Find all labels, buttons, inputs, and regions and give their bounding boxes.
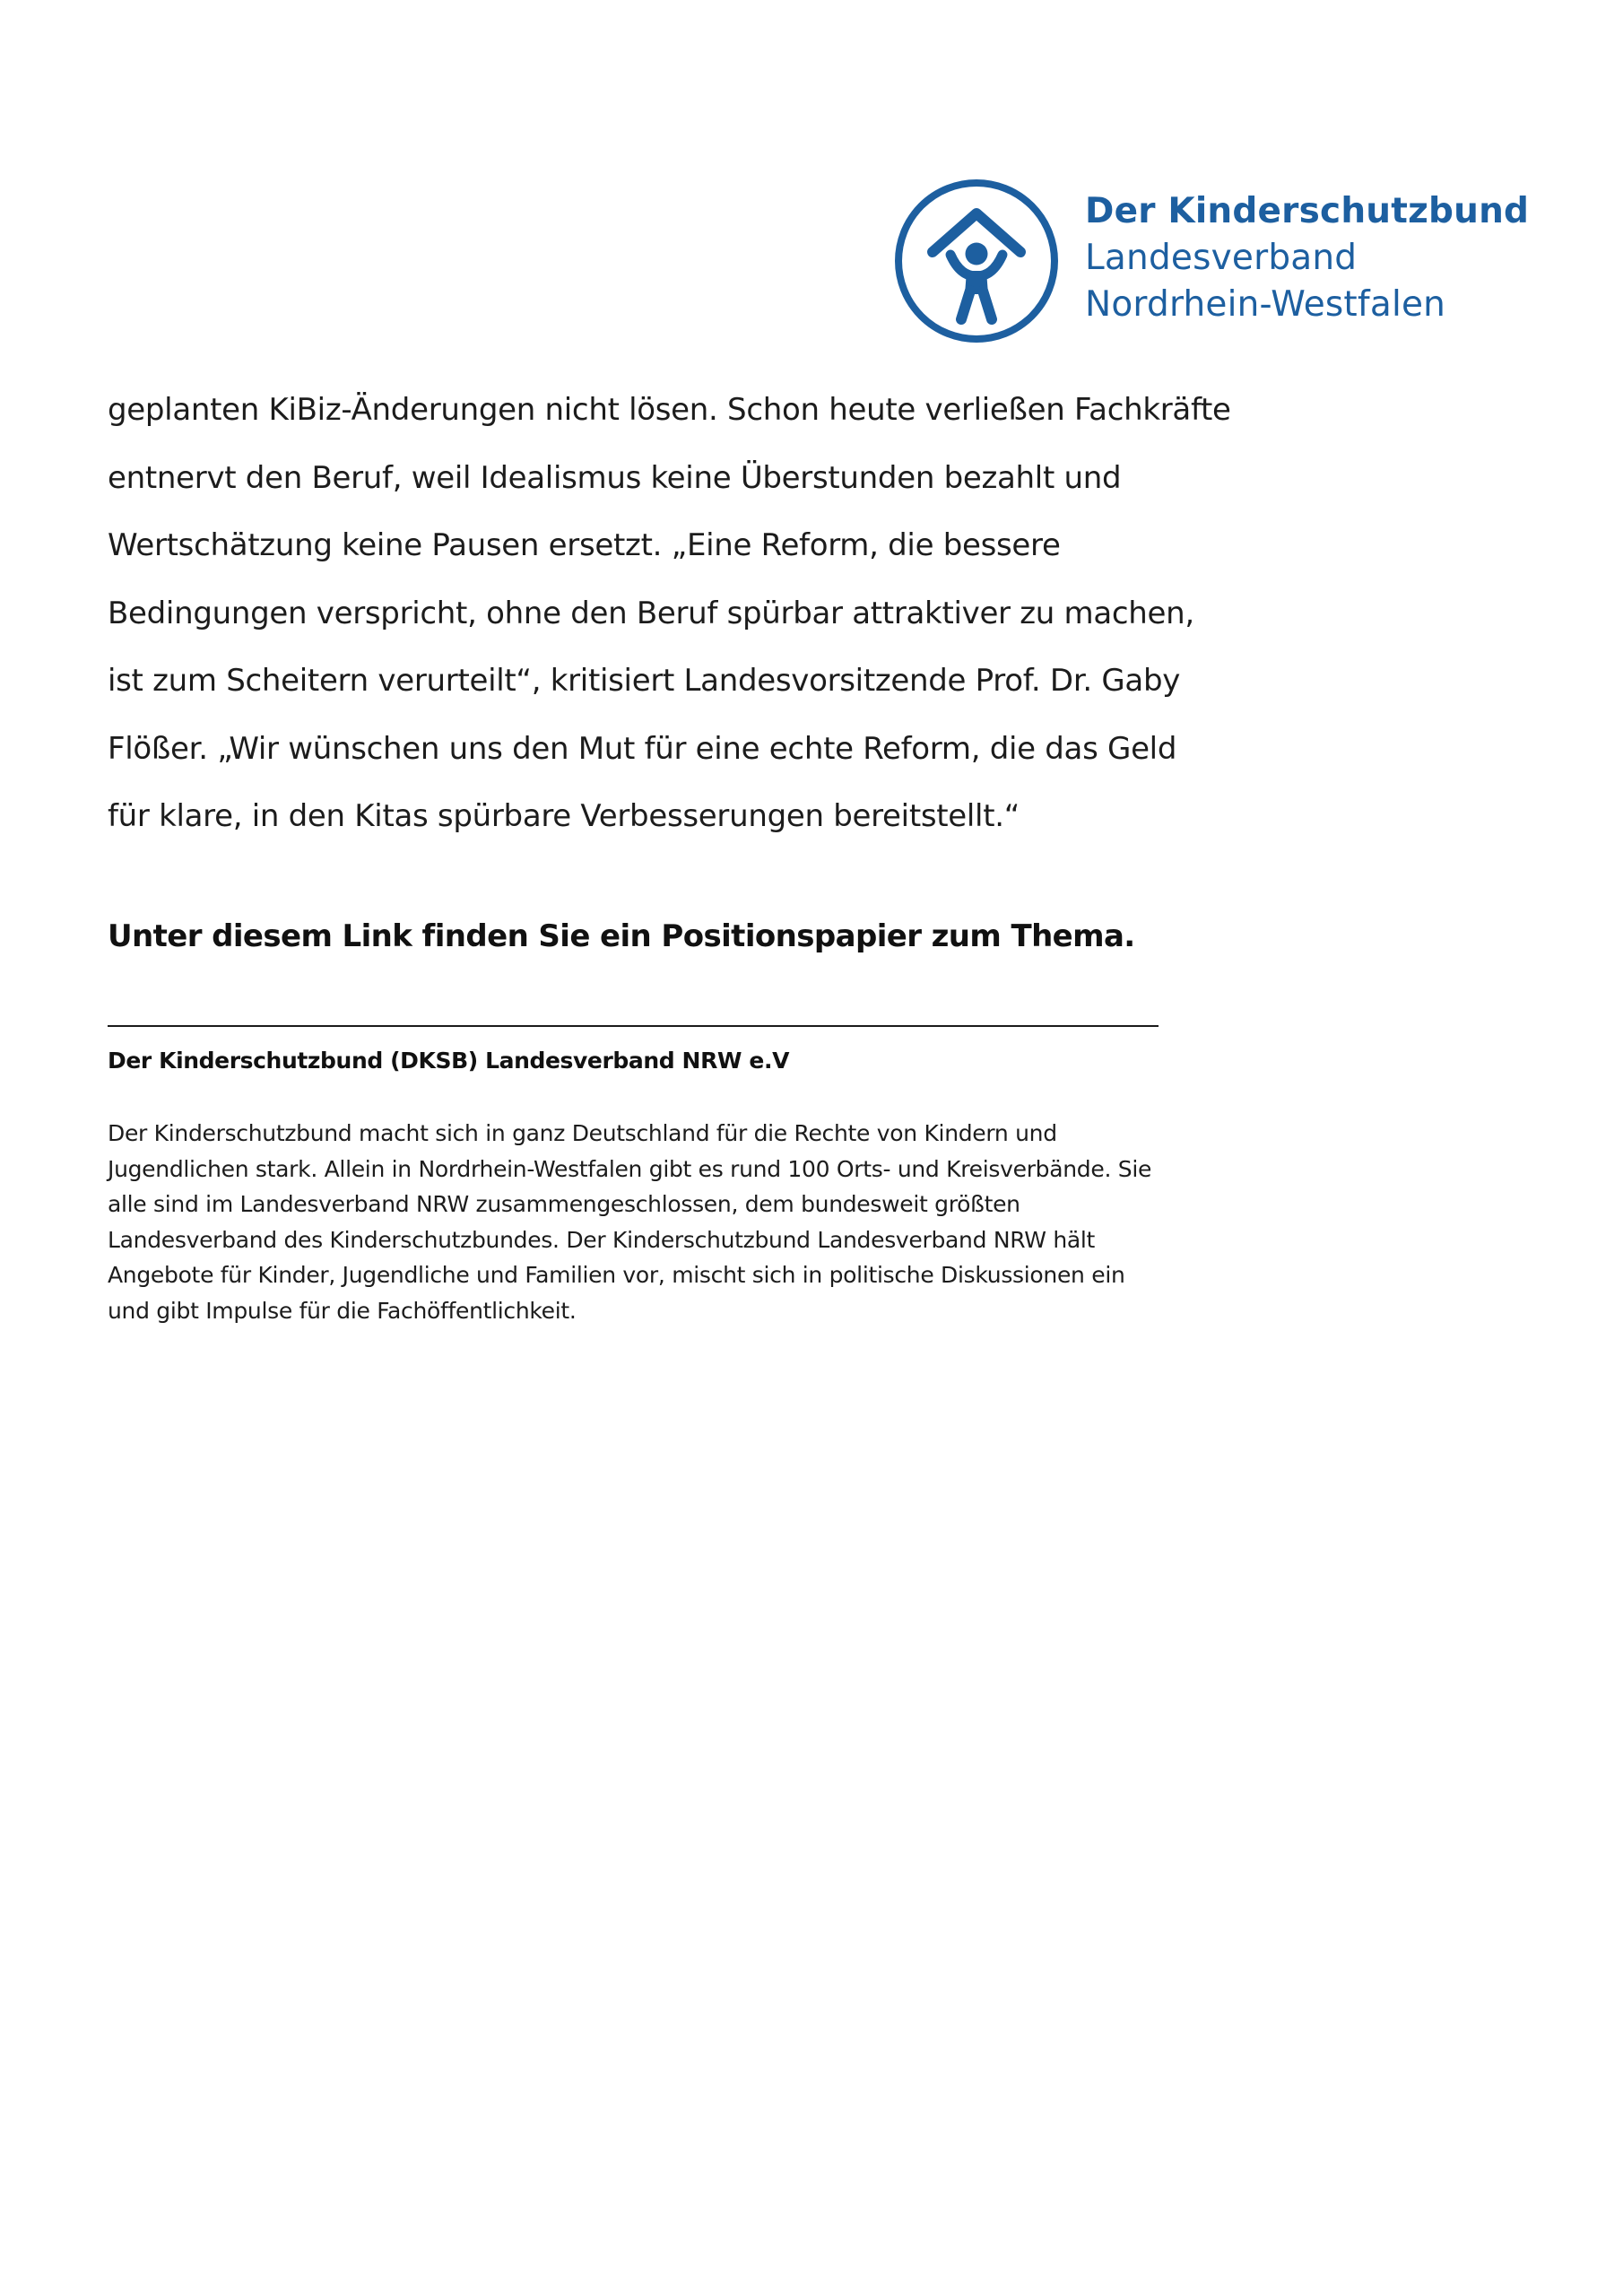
- logo-org-name: Der Kinderschutzbund: [1085, 191, 1530, 231]
- paragraph-line: für klare, in den Kitas spürbare Verbesserungen bereitstellt.“: [108, 798, 1020, 834]
- main-paragraph: [108, 377, 1231, 851]
- paragraph-line: Wertschätzung keine Pausen ersetzt. „Eine Reform, die bessere: [108, 527, 1061, 563]
- organization-logo: [893, 178, 1530, 348]
- paragraph-line: geplanten KiBiz-Änderungen nicht lösen. Schon heute verließen Fachkräfte: [108, 392, 1231, 428]
- logo-subtitle-line-2: Nordrhein-Westfalen: [1085, 284, 1446, 325]
- paragraph-line: entnervt den Beruf, weil Idealismus keine Überstunden bezahlt und: [108, 459, 1122, 496]
- about-line: alle sind im Landesverband NRW zusammengeschlossen, dem bundesweit größten: [108, 1191, 1020, 1217]
- paragraph-line: Flößer. „Wir wünschen uns den Mut für eine echte Reform, die das Geld: [108, 730, 1177, 767]
- about-line: Der Kinderschutzbund macht sich in ganz Deutschland für die Rechte von Kindern und: [108, 1120, 1057, 1146]
- position-paper-link[interactable]: Unter diesem Link finden Sie ein Positionspapier zum Thema.: [108, 918, 1135, 954]
- logo-wordmark: [1085, 188, 1529, 328]
- about-paragraph: [108, 1116, 1184, 1328]
- section-divider: [108, 1025, 1159, 1027]
- about-heading: Der Kinderschutzbund (DKSB) Landesverband NRW e.V: [108, 1048, 790, 1074]
- child-protection-icon: [893, 178, 1060, 344]
- about-line: Landesverband des Kinderschutzbundes. Der Kinderschutzbund Landesverband NRW hält: [108, 1226, 1096, 1253]
- about-line: und gibt Impulse für die Fachöffentlichkeit.: [108, 1297, 577, 1324]
- paragraph-line: Bedingungen verspricht, ohne den Beruf spürbar attraktiver zu machen,: [108, 595, 1194, 631]
- about-line: Jugendlichen stark. Allein in Nordrhein-Westfalen gibt es rund 100 Orts- und Kreisverbände. Sie: [108, 1155, 1152, 1182]
- about-line: Angebote für Kinder, Jugendliche und Familien vor, mischt sich in politische Diskussionen ein: [108, 1262, 1125, 1288]
- paragraph-line: ist zum Scheitern verurteilt“, kritisiert Landesvorsitzende Prof. Dr. Gaby: [108, 663, 1181, 699]
- logo-subtitle-line-1: Landesverband: [1085, 238, 1358, 278]
